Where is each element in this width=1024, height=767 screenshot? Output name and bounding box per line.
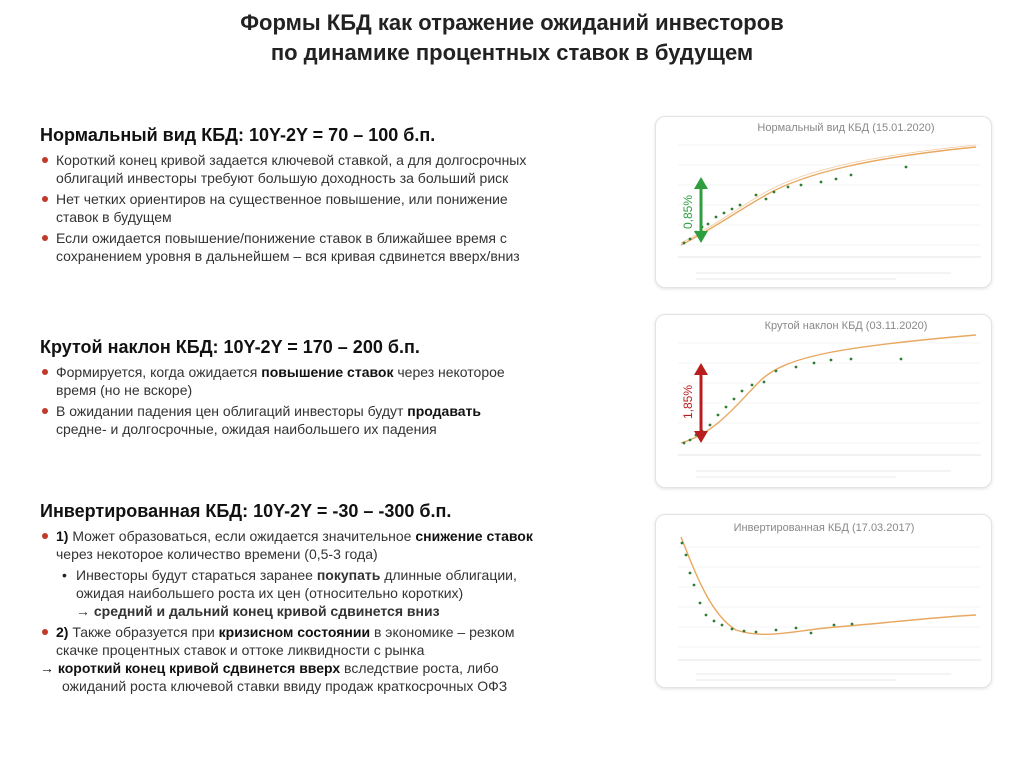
bold-text: покупать [316,567,381,583]
bold-text: повышение ставок [261,364,394,380]
spread-label: 1,85% [681,384,695,419]
text-span: В ожидании падения цен облигаций инвесторы будут [56,403,408,419]
chart-gridlines [678,145,981,245]
title-line-2: по динамике процентных ставок в будущем [270,40,754,65]
inverted-sub-bullet [40,566,620,620]
text-span: Также образуется при [68,624,219,640]
chart-legend [696,272,951,280]
text-line: ожиданий роста ключевой ставки ввиду продаж краткосрочных ОФЗ [62,678,508,694]
bond-points [683,358,903,445]
bold-text: 1) [56,528,69,544]
bold-text: → средний и дальний конец кривой сдвинется вниз [76,603,440,619]
bullet-dot [42,369,48,375]
text-span: Инвесторы будут стараться заранее [76,567,317,583]
bullet-dot [42,408,48,414]
text-span: Формируется, когда ожидается [56,364,262,380]
text-span: длинные облигации, [380,567,517,583]
spread-label: 0,85% [681,194,695,229]
inverted-bullet-2 [40,623,620,695]
text-line: скачке процентных ставок и оттоке ликвидности с рынка [56,642,425,658]
text-line: ожидая наибольшего роста их цен (относительно коротких) [76,585,464,601]
spread-arrow [681,177,708,243]
text-line: сохранением уровня в дальнейшем – вся кривая сдвинется вверх/вниз [56,248,520,264]
yield-curve-line [681,147,976,245]
inverted-curve-svg [656,515,991,687]
text-span: вследствие роста, либо [340,660,499,676]
inverted-section [40,500,620,698]
steep-curve-svg [656,315,991,487]
yield-curve-line [681,537,976,634]
chart-title: Нормальный вид КБД (15.01.2020) [757,122,935,134]
normal-curve-svg [656,117,991,287]
inverted-curve-chart [655,514,992,688]
bullet-dot [42,235,48,241]
chart-legend [696,470,951,478]
normal-curve-chart [655,116,992,288]
chart-title: Крутой наклон КБД (03.11.2020) [764,320,928,332]
bullet-dot [42,533,48,539]
bold-text: → короткий конец кривой сдвинется вверх [40,660,341,676]
chart-gridlines [678,547,981,647]
text-line: через некоторое количество времени (0,5-3 года) [56,546,378,562]
title-line-1: Формы КБД как отражение ожиданий инвесторов [240,10,784,35]
normal-bullet-2 [40,190,620,226]
normal-bullet-1 [40,151,620,187]
bold-text: кризисном состоянии [218,624,371,640]
bold-text: 2) [56,624,69,640]
sub-bullet-dot: • [62,567,67,583]
green-arrow-head-up [694,177,708,189]
steep-bullet-2 [40,402,620,438]
chart-gridlines [678,343,981,443]
text-line: Если ожидается повышение/понижение ставок в ближайшее время с [56,230,507,246]
steep-bullet-1 [40,363,620,399]
bold-text: продавать [407,403,482,419]
bullet-dot [42,196,48,202]
text-line: средне- и долгосрочные, ожидая наибольшего их падения [56,421,437,437]
text-span: через некоторое [393,364,505,380]
normal-heading: Нормальный вид КБД: 10Y-2Y = 70 – 100 б.п. [40,125,436,145]
text-line: время (но не вскоре) [56,382,193,398]
steep-section [40,336,620,441]
inverted-bullet-1 [40,527,620,563]
steep-heading: Крутой наклон КБД: 10Y-2Y = 170 – 200 б.п. [40,337,420,357]
red-arrow-head-up [694,363,708,375]
inverted-heading: Инвертированная КБД: 10Y-2Y = -30 – -300 б.п. [40,501,452,521]
text-line: Короткий конец кривой задается ключевой ставкой, а для долгосрочных [56,152,527,168]
bullet-dot [42,629,48,635]
page-title [0,8,1024,68]
chart-title: Инвертированная КБД (17.03.2017) [733,522,915,534]
yield-curve-line [681,335,976,443]
steep-curve-chart [655,314,992,488]
bullet-dot [42,157,48,163]
text-span: в экономике – резком [370,624,515,640]
normal-section [40,124,620,268]
yield-curve-line-alt [681,145,976,243]
text-line: облигаций инвесторы требуют большую доходность за больший риск [56,170,509,186]
text-line: ставок в будущем [56,209,172,225]
bond-points [681,542,854,635]
text-span: Может образоваться, если ожидается значительное [68,528,416,544]
text-line: Нет четких ориентиров на существенное повышение, или понижение [56,191,508,207]
chart-legend [696,673,951,681]
bold-text: снижение ставок [415,528,533,544]
normal-bullet-3 [40,229,620,265]
